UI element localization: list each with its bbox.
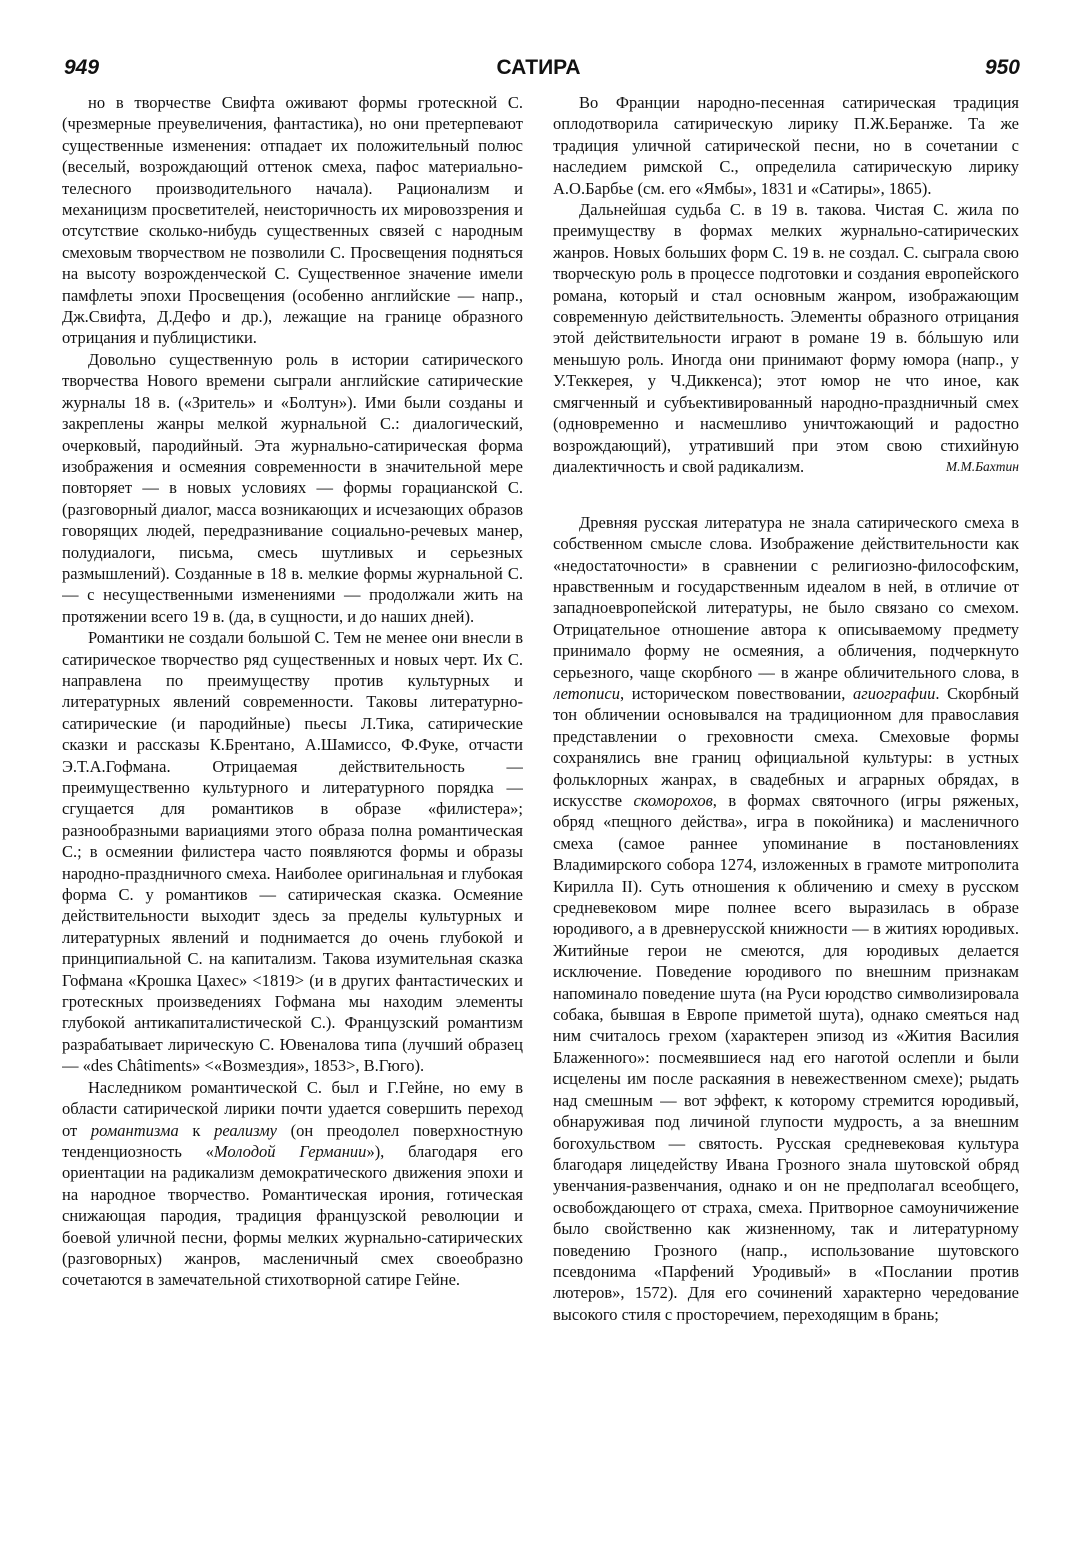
right-column (553, 92, 1019, 1532)
author-signature: М.М.Бахтин (945, 459, 1019, 475)
text-run: Древняя русская литература не знала сатирического смеха в собственном смысле слова. Изображение действительности как «недостаточности» в сравнении с религиозно-философским, нравственным и государственным идеалом в ней, в отличие от западноевропейской литературы, не было связано со смехом. Отрицательное отношение автора к описываемому предмету принимало форму не осмеяния, а обличения, подчеркнуто серьезного, чаще скорбного — в жанре обличительного слова, в (553, 512, 1019, 682)
page-number-left: 949 (64, 56, 100, 79)
page-header (0, 0, 1077, 100)
section-gap (553, 478, 1019, 512)
italic-term: Молодой Германии (213, 1141, 367, 1161)
paragraph (62, 1077, 523, 1291)
paragraph: но в творчестве Свифта оживают формы гротескной С. (чрезмерные преувеличения, фантастика), но они претерпевают существенные изменения: отпадает их положительный полюс (веселый, возрождающий оттенок смеха, пафос материально-телесного производительного начала). Рационализм и механицизм просветителей, неисторичность их мировоззрения и отсутствие сколько-нибудь существенных связей с народным смеховым творчеством не позволили С. Просвещения подняться на высоту возрожденческой С. Существенное значение имели памфлеты эпохи Просвещения (особенно английские — напр., Дж.Свифта, Д.Дефо и др.), лежащие на границе образного отрицания и публицистики. (62, 93, 523, 348)
paragraph: Довольно существенную роль в истории сатирического творчества Нового времени сыграли английские сатирические журналы 18 в. («Зритель» и «Болтун»). Ими были созданы и закреплены жанры мелкой журнальной С.: диалогический, очерковый, пародийный. Эта журнально-сатирическая форма изображения и осмеяния современности в значительной мере повторяет — в новых условиях — формы горацианской С. (разговорный диалог, масса возникающих и исчезающих образов говорящих людей, передразнивание социально-речевых манер, полудиалоги, письма, смесь шутливых и серьезных размышлений). Созданные в 18 в. мелкие формы журнальной С. — с несущественными изменениями — продолжали жить на протяжении всего 19 в. (да, в сущности, и до наших дней). (62, 349, 523, 626)
italic-term: летописи (553, 683, 620, 703)
page-number-right: 950 (984, 56, 1020, 79)
italic-term: романтизма (90, 1120, 179, 1140)
text-run: Наследником романтической С. был и Г.Гейне, но ему в области сатирической лирики почти удается совершить переход от (62, 1077, 523, 1140)
left-column (62, 92, 523, 1532)
text-run: . Скорбный тон обличении основывался на традиционном для православия представлении о греховности смеха. Смеховые формы сохранялись вне границ официальной культуры: в устных фольклорных жанрах, в свадебных и аграрных обрядах, в искусстве (553, 683, 1019, 810)
paragraph: Дальнейшая судьба С. в 19 в. такова. Чистая С. жила по преимуществу в формах мелких журнально-сатирических жанров. Новых больших форм С. 19 в. не создал. С. сыграла свою творческую роль в процессе подготовки и создания европейского романа, который и стал основным жанром, изображающим современную действительность. Элементы образного отрицания этой действительности играют в романе 19 в. бóльшую или меньшую роль. Иногда они принимают форму юмора (напр., у У.Теккерея, у Ч.Диккенса); этот юмор не что иное, как смягченный и субъективированный народно-праздничный смех (одновременно и насмешливо уничтожающий и радостно возрождающий), утративший при этом свою стихийную диалектичность и свой радикализм. (553, 200, 1019, 476)
italic-term: реализму (214, 1120, 277, 1140)
text-run: , историческом повествовании, (619, 683, 854, 703)
italic-term: скоморохов (633, 791, 713, 810)
paragraph (553, 512, 1019, 1325)
text-run: »), благодаря его ориентации на радикализм демократического движения эпохи и на народное творчество. Романтическая ирония, готическая снижающая пародия, традиция французской революции и боевой уличной песни, формы мелких журнально-сатирических (разговорных) жанров, масленичный смех своеобразно сочетаются в замечательной стихотворной сатире Гейне. (62, 1141, 523, 1290)
text-run: к (178, 1120, 215, 1140)
paragraph: Во Франции народно-песенная сатирическая традиция оплодотворила сатирическую лирику П.Ж.Беранже. Та же традиция уличной сатирической песни, но в сочетании с наследием римской С., определила сатирическую лирику А.О.Барбье (см. его «Ямбы», 1831 и «Сатиры», 1865). (553, 93, 1019, 198)
text-run: (он преодолел поверхностную тенденциозность « (62, 1120, 523, 1161)
italic-term: агиографии (853, 683, 936, 703)
paragraph: Романтики не создали большой С. Тем не менее они внесли в сатирическое творчество ряд существенных и новых черт. Их С. направлена по преимуществу против культурных и литературных явлений современности. Таковы литературно-сатирические (и пародийные) пьесы Л.Тика, сатирические сказки и рассказы К.Брентано, А.Шамиссо, Ф.Фуке, отчасти Э.Т.А.Гофмана. Отрицаемая действительность — преимущественно культурного и литературного порядка — сгущается для романтиков в образе «филистера»; разнообразными вариациями этого образа полна романтическая С.; в осмеянии филистера часто появляются формы и образы народно-праздничного смеха. Наиболее оригинальная и глубокая форма С. у романтиков — сатирическая сказка. Осмеяние действительности выходит здесь за пределы культурных и литературных явлений и поднимается до очень глубокой и принципиальной С. на капитализм. Такова изумительная сказка Гофмана «Крошка Цахес» <1819> (и в других фантастических и гротескных произведениях Гофмана мы находим элементы глубокой антикапиталистической С.). Французский романтизм разрабатывает лирическую С. Ювеналова типа (лучший образец — «des Châtiments» <«Возмездия», 1853>, В.Гюго). (62, 628, 523, 1076)
page-title: САТИРА (496, 56, 581, 79)
text-run: , в формах святочного (игры ряженых, обряд «пещного действа», игра в покойника) и масленичного смеха (самое раннее упоминание в постановлениях Владимирского собора 1274, изложенных в грамоте митрополита Кирилла II). Суть отношения к обличению и смеху в русском средневековом мире полнее всего выразилась в образе юродивого, а в древнерусской книжности — в житиях юродивых. Житийные герои не смеются, для юродивых делается исключение. Поведение юродивого по внешним признакам напоминало поведение шута (на Руси юродство символизировала собака, бывшая в Европе приметой шута), однако смеяться над ним считалось грехом (характерен эпизод из «Жития Василия Блаженного»: посмеявшиеся над его наготой ослепли и были исцелены им после раскаяния в невежественном смехе); рыдать над смешным — вот эффект, к которому стремится юродивый, обнаруживая под личиной глупости мудрость, а за внешним богохульством — святость. Русская средневековая культура благодаря лицедейству Ивана Грозного знала шутовской обряд увенчания-развенчания, однако и он не предполагал всеобщего, освобождающего от страха, смеха. Притворное самоуничижение было свойственно как жизненному, так и литературному поведению Грозного (напр., использование шутовского псевдонима «Парфений Уродивый» в «Послании против лютеров», 1572). Для его сочинений характерно чередование высокого стиля с просторечием, переходящим в брань; (553, 791, 1019, 1324)
